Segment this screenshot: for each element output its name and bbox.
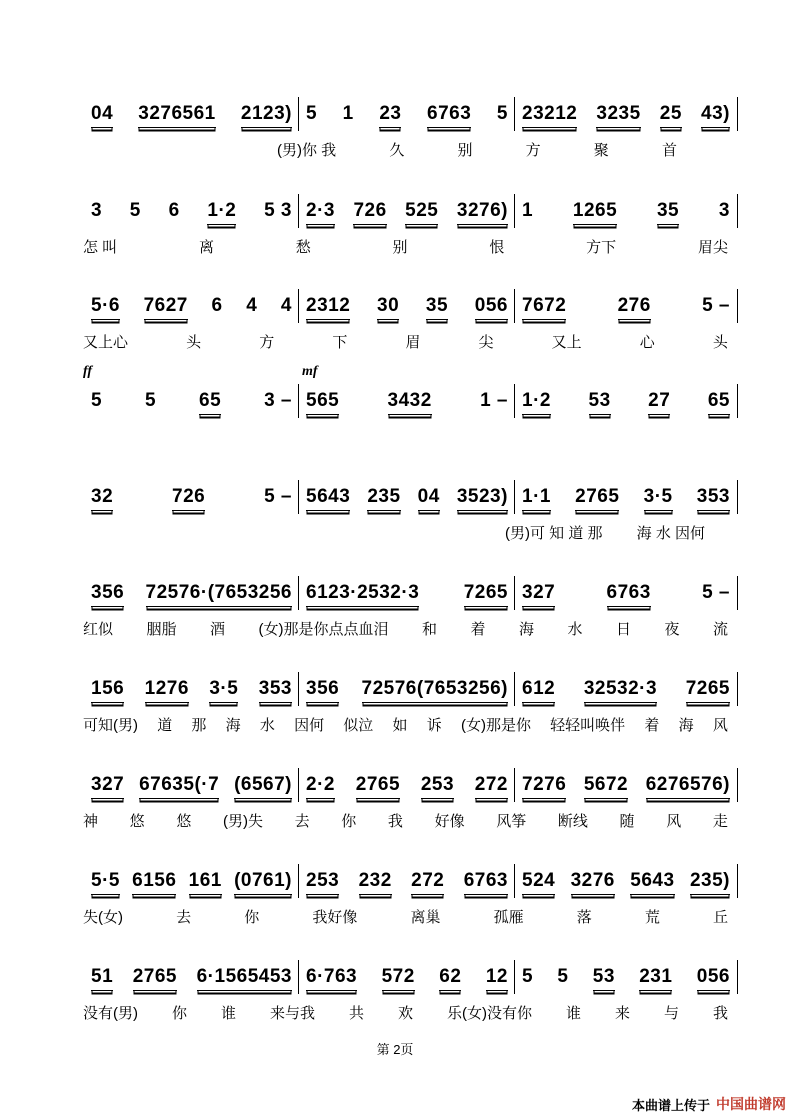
score-row <box>83 870 740 926</box>
note-group: 2312 <box>306 295 350 320</box>
barline <box>514 480 515 514</box>
note-group: 5672 <box>584 774 628 799</box>
lyric: 下 <box>332 334 348 351</box>
lyric: 流 <box>712 621 728 638</box>
barline <box>514 672 515 706</box>
barline <box>514 576 515 610</box>
barline <box>737 480 738 514</box>
lyric: 来与我 <box>269 1005 315 1022</box>
barline <box>298 576 299 610</box>
score-row <box>85 486 740 542</box>
note-group: 6123·2532·3 <box>306 582 419 607</box>
lyric: 轻轻叫唤伴 <box>550 717 626 734</box>
lyric: 我 <box>387 813 403 830</box>
note-group: 3276 <box>571 870 615 895</box>
lyric: 红似 <box>83 621 114 638</box>
lyric: 方 <box>525 142 541 159</box>
barline <box>737 672 738 706</box>
measure <box>85 582 298 622</box>
note-group: 1276 <box>145 678 189 703</box>
note-group: 3·5 <box>644 486 673 511</box>
barline <box>298 864 299 898</box>
note-group: 5 <box>129 200 141 221</box>
barline <box>737 194 738 228</box>
note-group: 23212 <box>522 103 577 128</box>
note-group: 5 – <box>702 295 730 316</box>
note-group: 67635(·7 <box>139 774 219 799</box>
note-group: 6763 <box>464 870 508 895</box>
note-group: 12 <box>486 966 508 991</box>
measure <box>516 390 736 430</box>
note-group: 7265 <box>464 582 508 607</box>
lyrics-line <box>277 139 687 160</box>
barline <box>737 289 738 323</box>
barline <box>298 97 299 131</box>
lyric: (男)失 <box>222 813 263 830</box>
measure <box>300 582 514 622</box>
lyric: 因何 <box>294 717 325 734</box>
barline <box>514 194 515 228</box>
note-group: 231 <box>639 966 672 991</box>
lyric: 悠 <box>129 813 145 830</box>
note-group: 356 <box>91 582 124 607</box>
note-group: 1·2 <box>207 200 236 225</box>
note-group: 1·2 <box>522 390 551 415</box>
note-group: 6 <box>168 200 180 221</box>
lyrics-line <box>83 618 738 639</box>
lyric: 落 <box>576 909 592 926</box>
lyric: 心 <box>639 334 655 351</box>
note-group: 5 <box>145 390 157 411</box>
dynamic-mark: mf <box>302 364 318 379</box>
lyric: 头 <box>186 334 202 351</box>
note-group: 04 <box>418 486 440 511</box>
barline <box>514 289 515 323</box>
lyric: 离 <box>198 239 214 256</box>
lyric: 我 <box>712 1005 728 1022</box>
measure <box>300 486 514 526</box>
barline <box>298 480 299 514</box>
note-group: 156 <box>91 678 124 703</box>
score-row <box>85 103 740 159</box>
note-group: 4 <box>246 295 258 316</box>
note-group: 1 <box>522 200 534 221</box>
lyric: 愁 <box>295 239 311 256</box>
lyric: 与 <box>663 1005 679 1022</box>
barline <box>298 960 299 994</box>
note-group: 2765 <box>133 966 177 991</box>
lyric: 如 <box>392 717 408 734</box>
note-group: 525 <box>405 200 438 225</box>
note-group: 327 <box>91 774 124 799</box>
measure <box>85 966 298 1006</box>
barline <box>737 97 738 131</box>
note-group: 2765 <box>356 774 400 799</box>
note-group: 6763 <box>607 582 651 607</box>
measure <box>516 295 736 335</box>
score-row <box>83 364 740 430</box>
barline <box>737 576 738 610</box>
note-group: 5 <box>496 103 508 124</box>
note-group: 4 <box>280 295 292 316</box>
note-group: 612 <box>522 678 555 703</box>
lyric: 去 <box>294 813 310 830</box>
lyric: 眉尖 <box>697 239 728 256</box>
note-group: 572 <box>382 966 415 991</box>
note-group: 2123) <box>241 103 292 128</box>
note-group: 32 <box>91 486 113 511</box>
note-group: 5 <box>557 966 569 987</box>
lyric: 乐(女)没有你 <box>446 1005 532 1022</box>
lyric: 日 <box>615 621 631 638</box>
note-group: 7276 <box>522 774 566 799</box>
note-group: 65 <box>708 390 730 415</box>
lyric: 来 <box>614 1005 630 1022</box>
lyric: 海 <box>518 621 534 638</box>
dynamic-mark: ff <box>83 364 93 379</box>
note-group: 6763 <box>427 103 471 128</box>
note-group: 3235 <box>596 103 640 128</box>
score-row <box>83 966 740 1022</box>
lyric: 你 <box>341 813 357 830</box>
note-group: 53 <box>593 966 615 991</box>
note-group: 272 <box>411 870 444 895</box>
lyrics-line <box>83 810 738 831</box>
note-group: 35 <box>426 295 448 320</box>
lyric: 着 <box>644 717 660 734</box>
note-group: 04 <box>91 103 113 128</box>
note-group: 235 <box>367 486 400 511</box>
note-group: 3 <box>91 200 103 221</box>
note-group: 65 <box>199 390 221 415</box>
lyric: 别 <box>457 142 473 159</box>
score-row <box>83 200 740 256</box>
barline <box>737 960 738 994</box>
lyric: 眉 <box>405 334 421 351</box>
lyric: 和 <box>421 621 437 638</box>
score-row <box>83 582 740 638</box>
measure <box>300 774 514 814</box>
note-group: 356 <box>306 678 339 703</box>
measure <box>85 678 298 718</box>
lyric: 酒 <box>210 621 226 638</box>
lyric: 谁 <box>565 1005 581 1022</box>
lyrics-line <box>83 236 738 257</box>
lyric: 着 <box>470 621 486 638</box>
note-group: 25 <box>660 103 682 128</box>
barline <box>737 864 738 898</box>
barline <box>514 960 515 994</box>
note-group: 5 3 <box>264 200 292 221</box>
note-group: 6·1565453 <box>197 966 292 991</box>
measure <box>516 486 736 526</box>
note-group: 524 <box>522 870 555 895</box>
note-group: 5 – <box>264 486 292 507</box>
lyric: 首 <box>661 142 677 159</box>
note-group: 3432 <box>388 390 432 415</box>
note-group: 3 – <box>264 390 292 411</box>
note-group: 2·2 <box>306 774 335 799</box>
note-group: (0761) <box>234 870 292 895</box>
note-group: 5·6 <box>91 295 120 320</box>
lyric: 可知(男) <box>83 717 138 734</box>
measure <box>516 200 736 240</box>
note-group: 2·3 <box>306 200 335 225</box>
barline <box>514 384 515 418</box>
note-group: 1 – <box>480 390 508 411</box>
lyric: 荒 <box>644 909 660 926</box>
lyric: 方 <box>259 334 275 351</box>
lyric: 恨 <box>489 239 505 256</box>
lyric: (男)你 我 <box>277 142 337 159</box>
lyric: 悠 <box>176 813 192 830</box>
note-group: 7627 <box>144 295 188 320</box>
note-group: 43) <box>701 103 730 128</box>
note-group: 3276561 <box>138 103 215 128</box>
note-group: 253 <box>421 774 454 799</box>
note-group: 3 <box>718 200 730 221</box>
lyric: 别 <box>392 239 408 256</box>
lyric: 头 <box>712 334 728 351</box>
measure <box>300 295 514 335</box>
barline <box>514 864 515 898</box>
note-group: 353 <box>259 678 292 703</box>
note-group: 27 <box>648 390 670 415</box>
lyric: 又上 <box>551 334 582 351</box>
lyric: 没有(男) <box>83 1005 138 1022</box>
lyric: 丘 <box>712 909 728 926</box>
note-group: 5 <box>91 390 103 411</box>
note-group: 5643 <box>630 870 674 895</box>
measure <box>300 103 514 143</box>
lyric: 风筝 <box>496 813 527 830</box>
measure <box>300 390 514 430</box>
lyric: 风 <box>712 717 728 734</box>
measure <box>85 390 298 430</box>
barline <box>298 384 299 418</box>
lyrics-line <box>83 331 738 352</box>
note-group: 726 <box>172 486 205 511</box>
lyric: 那 <box>191 717 207 734</box>
note-group: 5 <box>306 103 318 124</box>
measure <box>85 870 298 910</box>
lyric: 怎 叫 <box>83 239 118 256</box>
barline <box>298 768 299 802</box>
lyric: 尖 <box>478 334 494 351</box>
measure <box>300 678 514 718</box>
measure <box>516 774 736 814</box>
lyric: 水 <box>567 621 583 638</box>
score-row <box>83 774 740 830</box>
measure <box>516 582 736 622</box>
note-group: 161 <box>189 870 222 895</box>
lyric: 好像 <box>434 813 465 830</box>
lyrics-line <box>83 714 738 735</box>
note-group: 23 <box>379 103 401 128</box>
lyric: 随 <box>619 813 635 830</box>
note-group: 6 <box>211 295 223 316</box>
measure <box>300 200 514 240</box>
barline <box>514 768 515 802</box>
lyric: 海 <box>678 717 694 734</box>
note-group: 2765 <box>575 486 619 511</box>
lyric: 方下 <box>586 239 617 256</box>
lyric: 谁 <box>220 1005 236 1022</box>
note-group: 35 <box>657 200 679 225</box>
note-group: 3276) <box>457 200 508 225</box>
measure <box>85 486 298 526</box>
note-group: 276 <box>618 295 651 320</box>
lyric: 我好像 <box>312 909 358 926</box>
lyrics-line <box>83 906 738 927</box>
lyric: 又上心 <box>83 334 129 351</box>
note-group: 056 <box>475 295 508 320</box>
measure <box>516 870 736 910</box>
barline <box>737 384 738 418</box>
lyric: 走 <box>712 813 728 830</box>
note-group: 272 <box>475 774 508 799</box>
lyric: 你 <box>244 909 260 926</box>
note-group: 32532·3 <box>584 678 657 703</box>
lyric: 去 <box>176 909 192 926</box>
note-group: 726 <box>353 200 386 225</box>
barline <box>514 97 515 131</box>
page-number: 第 2页 <box>376 1042 414 1057</box>
barline <box>298 672 299 706</box>
lyric: (男)可 知 道 那 <box>505 525 603 542</box>
note-group: (6567) <box>234 774 292 799</box>
note-group: 1265 <box>573 200 617 225</box>
lyric: (女)那是你 <box>460 717 531 734</box>
lyric: 水 <box>259 717 275 734</box>
note-group: 5 <box>522 966 534 987</box>
lyric: 夜 <box>664 621 680 638</box>
measure <box>85 295 298 335</box>
barline <box>737 768 738 802</box>
note-group: 30 <box>377 295 399 320</box>
lyric: 你 <box>171 1005 187 1022</box>
lyric: 海 水 因何 <box>636 525 705 542</box>
lyric: 道 <box>157 717 173 734</box>
note-group: 056 <box>697 966 730 991</box>
note-group: 3·5 <box>209 678 238 703</box>
score-row <box>83 678 740 734</box>
note-group: 3523) <box>457 486 508 511</box>
note-group: 7265 <box>686 678 730 703</box>
note-group: 5643 <box>306 486 350 511</box>
note-group: 5·5 <box>91 870 120 895</box>
note-group: 5 – <box>702 582 730 603</box>
measure <box>516 966 736 1006</box>
note-group: 53 <box>589 390 611 415</box>
note-group: 6276576) <box>646 774 730 799</box>
barline <box>298 289 299 323</box>
measure <box>300 870 514 910</box>
lyric: 胭脂 <box>146 621 177 638</box>
lyric: (女)那是你点点血泪 <box>258 621 389 638</box>
measure <box>85 200 298 240</box>
measure <box>300 966 514 1006</box>
note-group: 1·1 <box>522 486 551 511</box>
lyric: 似泣 <box>343 717 374 734</box>
lyric: 久 <box>389 142 405 159</box>
note-group: 232 <box>359 870 392 895</box>
note-group: 62 <box>439 966 461 991</box>
note-group: 253 <box>306 870 339 895</box>
note-group: 7672 <box>522 295 566 320</box>
lyric: 海 <box>225 717 241 734</box>
note-group: 565 <box>306 390 339 415</box>
lyrics-line <box>505 522 715 543</box>
lyrics-line <box>83 1002 738 1023</box>
measure <box>516 103 736 143</box>
note-group: 51 <box>91 966 113 991</box>
measure <box>85 103 298 143</box>
upload-credit <box>632 1094 786 1114</box>
lyric: 神 <box>83 813 99 830</box>
note-group: 6·763 <box>306 966 357 991</box>
lyric: 失(女) <box>83 909 123 926</box>
lyric: 聚 <box>593 142 609 159</box>
lyric: 欢 <box>397 1005 413 1022</box>
lyric: 共 <box>348 1005 364 1022</box>
measure <box>85 774 298 814</box>
note-group: 6156 <box>132 870 176 895</box>
lyric: 风 <box>666 813 682 830</box>
site-logo[interactable]: 中国曲谱网 <box>716 1096 786 1112</box>
note-group: 353 <box>697 486 730 511</box>
lyric: 诉 <box>426 717 442 734</box>
barline <box>298 194 299 228</box>
upload-credit-text: 本曲谱上传于 <box>631 1097 710 1113</box>
note-group: 235) <box>690 870 730 895</box>
measure <box>516 678 736 718</box>
note-group: 1 <box>342 103 354 124</box>
score-row <box>83 295 740 351</box>
note-group: 72576(7653256) <box>362 678 508 703</box>
note-group: 327 <box>522 582 555 607</box>
lyric: 断线 <box>557 813 588 830</box>
lyric: 孤雁 <box>493 909 524 926</box>
note-group: 72576·(7653256 <box>146 582 292 607</box>
lyric: 离巢 <box>410 909 441 926</box>
